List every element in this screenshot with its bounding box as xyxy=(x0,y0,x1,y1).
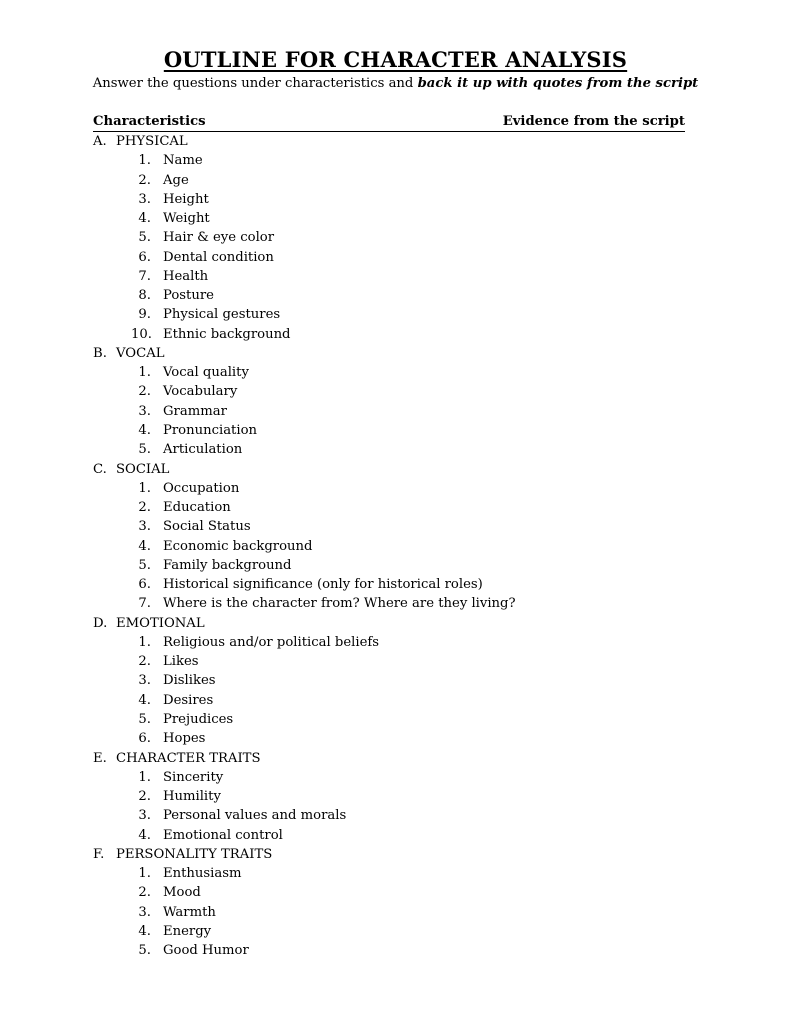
list-item xyxy=(93,883,693,902)
list-item xyxy=(93,402,693,421)
list-item-number: 1. xyxy=(138,480,151,496)
list-item xyxy=(93,826,693,845)
list-item xyxy=(93,190,693,209)
list-item-text: Emotional control xyxy=(163,827,283,843)
list-item-text: Warmth xyxy=(163,904,216,920)
list-item xyxy=(93,537,693,556)
section-name: CHARACTER TRAITS xyxy=(116,750,261,766)
list-item-text: Pronunciation xyxy=(163,422,258,438)
list-item-number: 7. xyxy=(138,268,151,284)
list-item-number: 2. xyxy=(138,500,151,516)
list-item-text: Personal values and morals xyxy=(163,808,347,824)
list-item-text: Name xyxy=(163,153,203,169)
list-item-text: Religious and/or political beliefs xyxy=(163,634,380,650)
column-header-row xyxy=(93,114,685,132)
list-item-text: Physical gestures xyxy=(163,307,281,323)
list-item-number: 3. xyxy=(138,808,151,824)
list-item xyxy=(93,286,693,305)
list-item xyxy=(93,440,693,459)
list-item-text: Economic background xyxy=(163,538,313,554)
list-item xyxy=(93,305,693,324)
list-item xyxy=(93,787,693,806)
section-name: PERSONALITY TRAITS xyxy=(116,846,273,862)
characteristics-outline xyxy=(93,132,693,960)
list-item-text: Desires xyxy=(163,692,214,708)
list-item xyxy=(93,517,693,536)
section-heading xyxy=(93,344,693,363)
list-item-text: Likes xyxy=(163,654,199,670)
list-item xyxy=(93,941,693,960)
list-item-number: 2. xyxy=(138,789,151,805)
list-item-number: 5. xyxy=(138,557,151,573)
list-item-text: Mood xyxy=(163,885,201,901)
list-item xyxy=(93,671,693,690)
list-item-number: 1. xyxy=(138,153,151,169)
list-item-number: 3. xyxy=(138,519,151,535)
list-item-text: Articulation xyxy=(163,442,243,458)
document-title: OUTLINE FOR CHARACTER ANALYSIS xyxy=(163,47,628,72)
list-item xyxy=(93,382,693,401)
list-item-text: Energy xyxy=(163,923,212,939)
section-name: VOCAL xyxy=(116,345,165,361)
list-item-number: 4. xyxy=(138,211,151,227)
section-letter: C. xyxy=(93,461,107,477)
list-item xyxy=(93,691,693,710)
list-item xyxy=(93,729,693,748)
instructions-emphasis: back it up with quotes from the script xyxy=(417,76,699,91)
list-item-number: 5. xyxy=(138,711,151,727)
list-item-text: Good Humor xyxy=(163,943,249,959)
list-item-text: Grammar xyxy=(163,403,227,419)
list-item-number: 1. xyxy=(138,365,151,381)
list-item-text: Hopes xyxy=(163,731,206,747)
section-heading xyxy=(93,749,693,768)
characteristics-column-header: Characteristics xyxy=(93,114,206,129)
list-item xyxy=(93,171,693,190)
list-item-text: Social Status xyxy=(163,519,251,535)
list-item-text: Hair & eye color xyxy=(163,230,275,246)
list-item xyxy=(93,575,693,594)
section-letter: A. xyxy=(93,134,107,149)
list-item-text: Historical significance (only for historical roles) xyxy=(163,577,483,593)
section-letter: B. xyxy=(93,345,107,361)
list-item xyxy=(93,922,693,941)
list-item-number: 5. xyxy=(138,230,151,246)
list-item-number: 8. xyxy=(138,288,151,304)
section-letter: F. xyxy=(93,846,105,862)
list-item xyxy=(93,325,693,344)
list-item xyxy=(93,710,693,729)
list-item-number: 6. xyxy=(138,249,151,265)
list-item-text: Ethnic background xyxy=(163,326,291,342)
list-item-text: Vocal quality xyxy=(163,365,249,381)
list-item-number: 5. xyxy=(138,943,151,959)
list-item xyxy=(93,556,693,575)
list-item-number: 1. xyxy=(138,769,151,785)
list-item-number: 4. xyxy=(138,692,151,708)
list-item-text: Sincerity xyxy=(163,769,224,785)
list-item xyxy=(93,421,693,440)
list-item xyxy=(93,498,693,517)
list-item-text: Where is the character from? Where are they living? xyxy=(163,596,516,612)
section-letter: D. xyxy=(93,615,108,631)
list-item-number: 5. xyxy=(138,442,151,458)
list-item-text: Posture xyxy=(163,288,214,304)
list-item xyxy=(93,363,693,382)
list-item xyxy=(93,903,693,922)
list-item-text: Humility xyxy=(163,789,221,805)
section-name: EMOTIONAL xyxy=(116,615,205,631)
list-item-text: Health xyxy=(163,268,209,284)
section-name: PHYSICAL xyxy=(116,134,188,149)
section-heading xyxy=(93,132,693,151)
list-item-text: Family background xyxy=(163,557,292,573)
list-item-text: Dental condition xyxy=(163,249,274,265)
section-heading xyxy=(93,460,693,479)
list-item-number: 1. xyxy=(138,866,151,882)
section-heading xyxy=(93,845,693,864)
list-item-text: Education xyxy=(163,500,231,516)
section-letter: E. xyxy=(93,750,107,766)
list-item-number: 2. xyxy=(138,384,151,400)
list-item-number: 3. xyxy=(138,904,151,920)
list-item xyxy=(93,864,693,883)
list-item-text: Occupation xyxy=(163,480,240,496)
section-heading xyxy=(93,614,693,633)
list-item-number: 7. xyxy=(138,596,151,612)
list-item-number: 6. xyxy=(138,577,151,593)
instructions-text: Answer the questions under characteristics and xyxy=(92,76,418,91)
list-item xyxy=(93,806,693,825)
list-item-number: 2. xyxy=(138,172,151,188)
list-item xyxy=(93,652,693,671)
list-item-number: 2. xyxy=(138,654,151,670)
list-item-text: Vocabulary xyxy=(163,384,238,400)
list-item-number: 9. xyxy=(138,307,151,323)
list-item xyxy=(93,594,693,613)
section-name: SOCIAL xyxy=(116,461,170,477)
list-item-number: 3. xyxy=(138,403,151,419)
list-item-number: 10. xyxy=(131,326,152,342)
list-item xyxy=(93,228,693,247)
list-item-text: Enthusiasm xyxy=(163,866,242,882)
list-item-number: 4. xyxy=(138,827,151,843)
list-item xyxy=(93,151,693,170)
list-item-number: 4. xyxy=(138,538,151,554)
list-item xyxy=(93,248,693,267)
list-item xyxy=(93,768,693,787)
list-item-text: Height xyxy=(163,191,209,207)
list-item-number: 3. xyxy=(138,191,151,207)
list-item xyxy=(93,267,693,286)
list-item-number: 4. xyxy=(138,422,151,438)
list-item xyxy=(93,633,693,652)
list-item-text: Prejudices xyxy=(163,711,234,727)
list-item-text: Weight xyxy=(163,211,210,227)
list-item-number: 4. xyxy=(138,923,151,939)
document-instructions xyxy=(0,76,791,91)
list-item-number: 6. xyxy=(138,731,151,747)
list-item-number: 2. xyxy=(138,885,151,901)
list-item-text: Dislikes xyxy=(163,673,216,689)
list-item-number: 3. xyxy=(138,673,151,689)
list-item-text: Age xyxy=(163,172,189,188)
list-item xyxy=(93,209,693,228)
list-item xyxy=(93,479,693,498)
list-item-number: 1. xyxy=(138,634,151,650)
evidence-column-header: Evidence from the script xyxy=(502,114,685,129)
